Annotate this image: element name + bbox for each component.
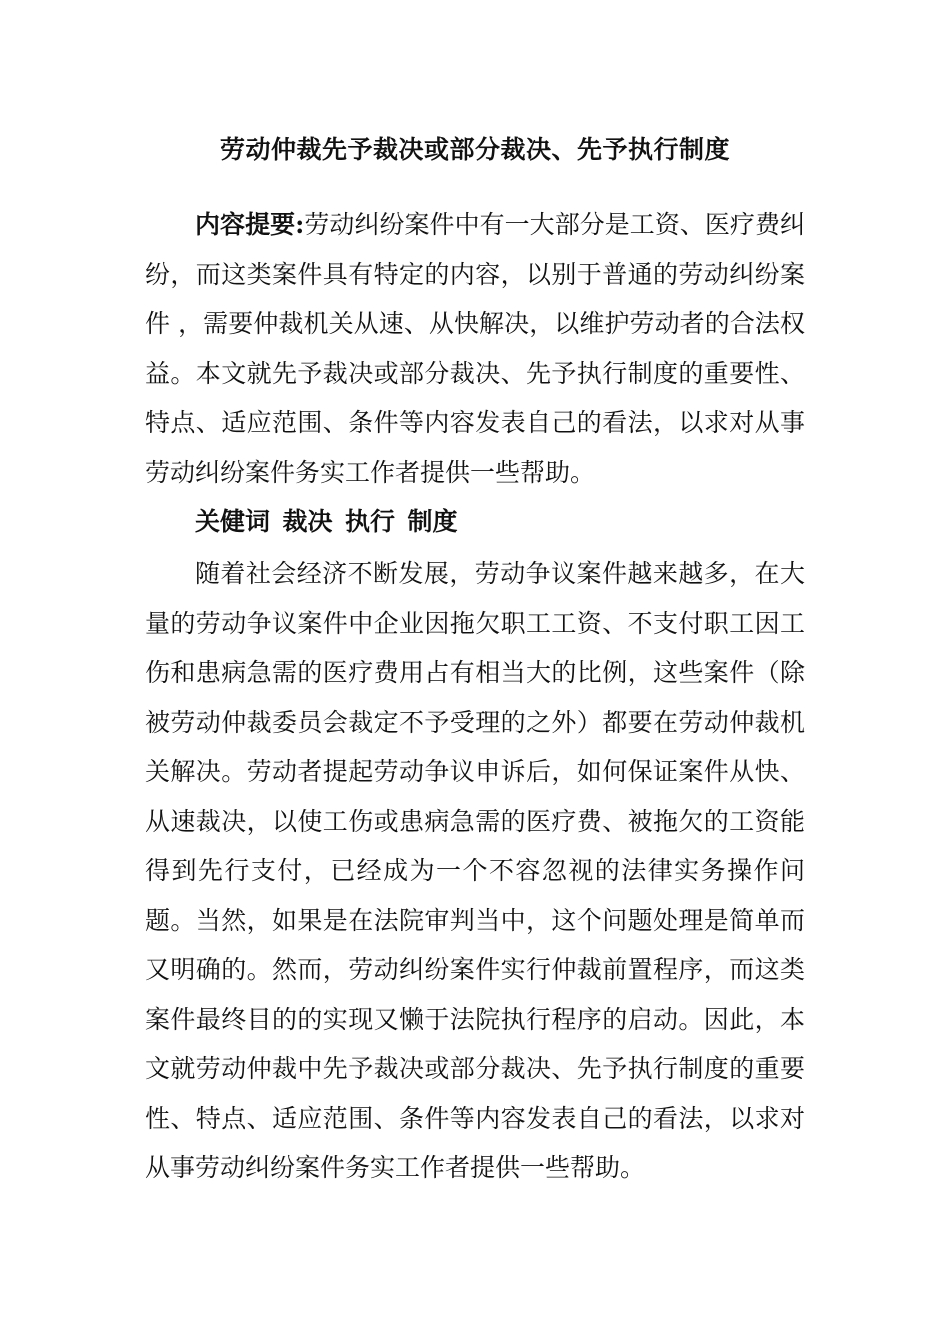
keyword-item: 执行 (345, 507, 396, 536)
keywords-label: 关健词 (195, 507, 271, 536)
document-title: 劳动仲裁先予裁决或部分裁决、先予执行制度 (219, 135, 730, 164)
abstract-label: 内容提要: (195, 210, 305, 239)
abstract-paragraph (145, 200, 805, 497)
keyword-item: 裁决 (282, 507, 333, 536)
keywords-line (145, 497, 805, 547)
main-paragraph: 随着社会经济不断发展，劳动争议案件越来越多，在大量的劳动争议案件中企业因拖欠职工工资、不支付职工因工伤和患病急需的医疗费用占有相当大的比例，这些案件（除被劳动仲裁委员会裁定不予受理的之外）都要在劳动仲裁机关解决。劳动者提起劳动争议申诉后，如何保证案件从快、从速裁决，以使工伤或患病急需的医疗费、被拖欠的工资能得到先行支付，已经成为一个不容忽视的法律实务操作问题。当然，如果是在法院审判当中，这个问题处理是简单而又明确的。然而，劳动纠纷案件实行仲裁前置程序，而这类案件最终目的的实现又懒于法院执行程序的启动。因此，本文就劳动仲裁中先予裁决或部分裁决、先予执行制度的重要性、特点、适应范围、条件等内容发表自己的看法，以求对从事劳动纠纷案件务实工作者提供一些帮助。 (145, 559, 805, 1182)
abstract-text: 劳动纠纷案件中有一大部分是工资、医疗费纠纷，而这类案件具有特定的内容，以别于普通的劳动纠纷案件 ，需要仲裁机关从速、从快解决，以维护劳动者的合法权益。本文就先予裁决或部分裁决、先予执行制度的重要性、特点、适应范围、条件等内容发表自己的看法，以求对从事劳动纠纷案件务实工作者提供一些帮助。 (145, 210, 805, 487)
keyword-item: 制度 (407, 507, 458, 536)
